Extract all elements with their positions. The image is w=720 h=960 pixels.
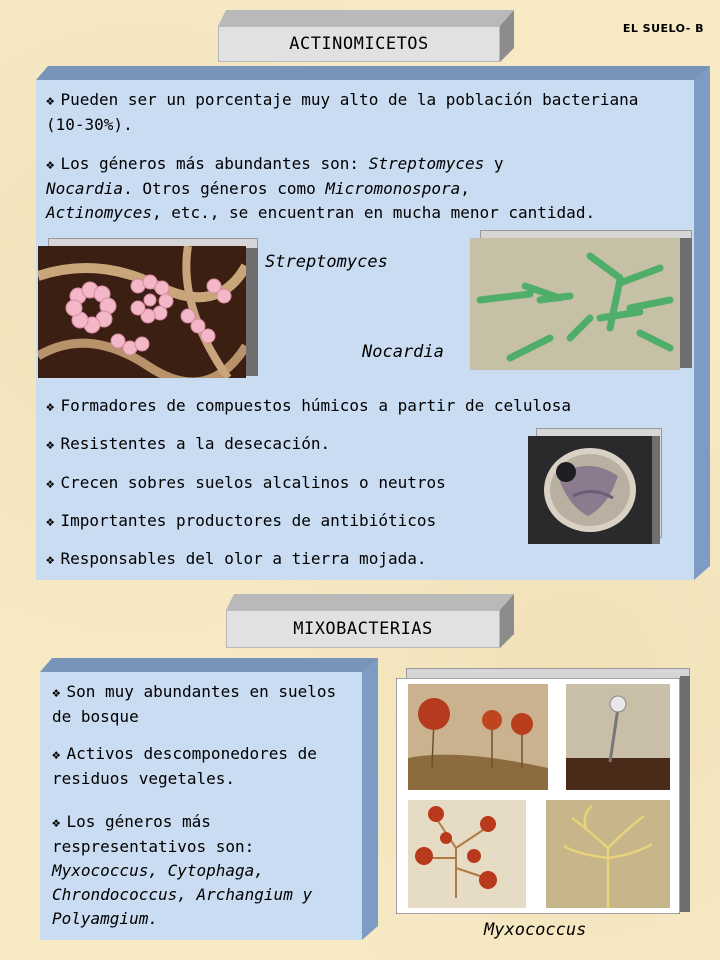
caption-myxococcus: Myxococcus (484, 920, 587, 940)
actino-bullet-2: ❖ Los géneros más abundantes son: Streptomyces y Nocardia. Otros géneros como Micromonospora, Actinomyces, etc., se encuentran en mucha menor cantidad. (46, 154, 596, 222)
actino-bullet-1: ❖ Pueden ser un porcentaje muy alto de la población bacteriana (10-30%). (46, 90, 639, 134)
myxococcus-photo (396, 668, 690, 916)
actino-item-2: ❖ Resistentes a la desecación. (46, 434, 331, 453)
colony-photo (528, 428, 662, 546)
diamond-icon: ❖ (46, 476, 55, 492)
diamond-icon: ❖ (46, 157, 55, 173)
diamond-icon: ❖ (46, 399, 55, 415)
actino-item-4: ❖ Importantes productores de antibióticos (46, 511, 437, 530)
diamond-icon: ❖ (46, 93, 55, 109)
diamond-icon: ❖ (46, 552, 55, 568)
diamond-icon: ❖ (52, 747, 61, 763)
mixo-title: MIXOBACTERIAS (226, 610, 500, 648)
mixo-title-box (226, 594, 514, 648)
actino-item-5: ❖ Responsables del olor a tierra mojada. (46, 549, 427, 568)
diamond-icon: ❖ (52, 815, 61, 831)
caption-nocardia: Nocardia (362, 342, 444, 362)
corner-label: EL SUELO- B (622, 22, 704, 35)
diamond-icon: ❖ (52, 685, 61, 701)
diamond-icon: ❖ (46, 514, 55, 530)
actino-title: ACTINOMICETOS (218, 26, 500, 62)
mixo-bullet-2: ❖ Activos descomponedores de residuos vegetales. (52, 744, 317, 788)
actino-title-box (218, 10, 514, 62)
mixo-bullet-3: ❖ Los géneros más respresentativos son: Myxococcus, Cytophaga, Chrondococcus, Archangium y Polyamgium. (52, 812, 313, 928)
mixo-bullet-1: ❖ Son muy abundantes en suelos de bosque (52, 682, 337, 726)
streptomyces-photo (38, 238, 260, 378)
actino-item-3: ❖ Crecen sobres suelos alcalinos o neutros (46, 473, 446, 492)
diamond-icon: ❖ (46, 437, 55, 453)
nocardia-photo (470, 230, 692, 370)
actino-item-1: ❖ Formadores de compuestos húmicos a partir de celulosa (46, 396, 571, 415)
caption-streptomyces: Streptomyces (265, 252, 388, 272)
